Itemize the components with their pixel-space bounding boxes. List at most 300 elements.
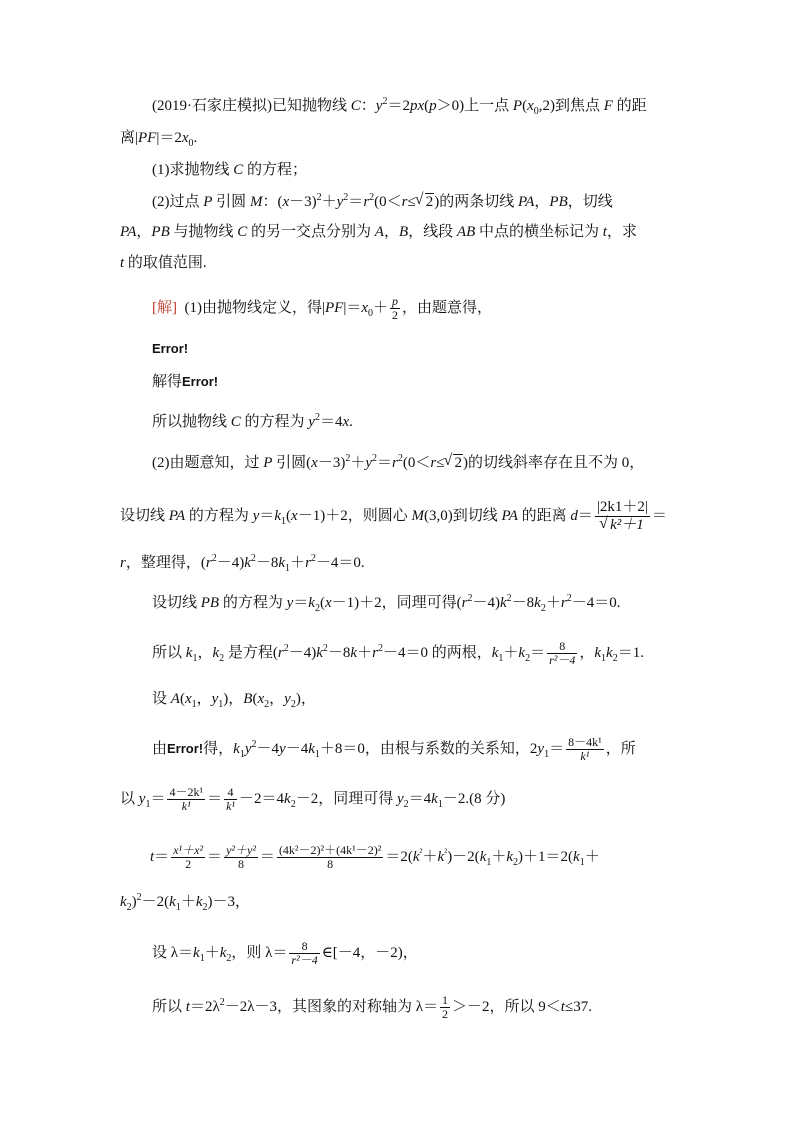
text: k <box>193 944 200 961</box>
text: 的方程为 <box>240 414 309 430</box>
text: ＝4 <box>319 414 343 430</box>
text: －8 <box>327 644 351 661</box>
text: 的距 <box>612 98 647 114</box>
numerator: 8 <box>289 940 319 954</box>
text: B <box>243 691 253 707</box>
text: C <box>230 414 241 430</box>
text: x <box>311 455 318 471</box>
text: ＋ <box>357 644 373 661</box>
text: 中点的横坐标记为 <box>475 224 603 240</box>
problem-part1 <box>152 160 307 180</box>
text: PB <box>200 595 220 611</box>
text: 得， <box>203 740 234 757</box>
text: ＝ <box>150 790 166 807</box>
text: PF <box>325 299 344 316</box>
text: －4 <box>285 740 309 757</box>
text: k²＋1 <box>610 517 644 533</box>
text: ＋ <box>204 944 220 961</box>
text: －1)＋2，同理可得( <box>331 595 462 611</box>
text: ＝4 <box>408 790 432 807</box>
text: F <box>603 98 613 114</box>
text: 2 <box>211 553 217 564</box>
text: 设 λ＝ <box>152 944 194 961</box>
text: 1 <box>192 652 198 664</box>
text: 2 <box>310 553 316 564</box>
text: ( <box>252 691 258 707</box>
text: 2 <box>136 892 142 903</box>
text: ( <box>319 595 325 611</box>
text: 2 <box>525 652 531 664</box>
text: ，切线 <box>567 194 613 210</box>
solution-line-4 <box>152 453 644 473</box>
text: ＞－2，所以 9＜ <box>452 998 561 1015</box>
text: )－2( <box>447 848 480 865</box>
text: k <box>195 894 203 910</box>
text: 2 <box>454 455 462 471</box>
text: 2 <box>250 553 256 564</box>
text: ( <box>286 507 292 524</box>
text: ＋ <box>422 848 438 865</box>
text: 引圆 <box>212 194 250 210</box>
denominator: 8 <box>327 857 334 871</box>
text: 2 <box>403 798 409 810</box>
text: k <box>308 595 315 611</box>
text: 所以 <box>152 644 186 661</box>
text: －2λ－3，其图象的对称轴为 λ＝ <box>224 998 439 1015</box>
text: k <box>594 644 602 661</box>
problem-line-1 <box>152 96 647 116</box>
text: ＝ <box>259 848 275 865</box>
text: 所以 <box>152 998 186 1015</box>
text: x <box>324 595 332 611</box>
numerator: 1 <box>442 993 449 1007</box>
text: y <box>375 98 383 114</box>
text: r <box>205 555 212 571</box>
text: (0＜ <box>374 194 402 210</box>
text: . <box>349 414 353 430</box>
text: 2 <box>377 642 383 654</box>
text: )， <box>223 691 244 707</box>
denominator: r²－4 <box>549 653 576 667</box>
text: k <box>518 644 526 661</box>
text: ： <box>360 98 376 114</box>
text: 2 <box>226 952 232 964</box>
text: 2 <box>290 798 296 810</box>
text: 1 <box>601 652 607 664</box>
solution-line-12 <box>150 844 600 871</box>
text: 2 <box>345 453 351 464</box>
text: －4) <box>216 555 245 571</box>
text: r <box>401 194 408 210</box>
text: 2 <box>566 593 572 604</box>
text: y <box>138 790 146 807</box>
text: k <box>233 740 240 757</box>
numerator: x¹＋x² <box>173 843 204 857</box>
text: 的距离 <box>517 507 571 524</box>
text: . <box>193 130 198 146</box>
text: ， <box>196 691 212 707</box>
text: 2 <box>219 996 225 1008</box>
text: k <box>573 848 580 865</box>
text: PF <box>138 130 157 146</box>
text: 1 <box>218 699 224 710</box>
text: －8 <box>255 555 279 571</box>
text: r <box>372 644 378 661</box>
text: x <box>282 194 290 210</box>
text: y <box>252 507 260 524</box>
text: P <box>203 194 213 210</box>
text: ＝ <box>207 848 223 865</box>
text: ² <box>419 846 423 858</box>
text: ， <box>534 194 550 210</box>
text: －4＝0. <box>571 595 621 611</box>
text: k <box>212 644 220 661</box>
text: ，则 λ＝ <box>231 944 288 961</box>
text: ＋ <box>373 299 389 316</box>
text: ≤ <box>407 194 416 210</box>
text: t <box>560 998 565 1015</box>
text: y <box>211 691 219 707</box>
denominator: k¹ <box>181 799 191 813</box>
text: 2 <box>202 902 208 913</box>
text: 1 <box>239 748 245 760</box>
text: ( <box>522 98 528 114</box>
solution-line-7 <box>152 593 620 613</box>
text: y <box>537 740 545 757</box>
problem-part2-line-2 <box>120 222 637 242</box>
text: ，整理得，( <box>125 555 206 571</box>
text: ∈[－4，－2)， <box>321 944 418 961</box>
text: x <box>342 414 350 430</box>
text: k <box>316 644 323 661</box>
text: ，求 <box>606 224 637 240</box>
solution-line-9 <box>152 689 316 709</box>
text: 2 <box>316 192 322 203</box>
text: 2 <box>467 593 473 604</box>
text: ) <box>131 894 137 910</box>
text: 2 <box>314 412 320 423</box>
text: ＝ <box>207 790 223 807</box>
problem-line-2 <box>120 128 197 148</box>
text: 所以抛物线 <box>152 414 231 430</box>
text: 0 <box>188 138 194 149</box>
text: PB <box>151 224 170 240</box>
text: 由 <box>152 740 168 757</box>
text: 2 <box>283 642 289 654</box>
text: 0 <box>368 307 374 319</box>
fraction <box>224 786 237 813</box>
fraction <box>595 499 650 534</box>
text: C <box>237 224 248 240</box>
text: 引圆( <box>272 455 312 471</box>
text: ，所 <box>605 740 636 757</box>
text: 2 <box>219 652 225 664</box>
text: 以 <box>120 790 139 807</box>
text: －4) <box>288 644 317 661</box>
fraction <box>224 844 258 871</box>
solution-line-6 <box>120 553 365 573</box>
text: 设切线 <box>152 595 201 611</box>
text: 设 <box>152 691 171 707</box>
text: y <box>396 790 404 807</box>
text: 1 <box>145 798 151 810</box>
text: ＝ <box>549 740 565 757</box>
text: －2.(8 分) <box>442 790 506 807</box>
text: k <box>479 848 487 865</box>
text: ， <box>269 691 285 707</box>
text: ＝2( <box>385 848 413 865</box>
text: C <box>233 162 244 178</box>
text: (2)过点 <box>152 194 204 210</box>
text: 2 <box>372 453 378 464</box>
text: t <box>120 255 125 271</box>
problem-part2-line-1 <box>152 192 613 212</box>
solution-line-13 <box>120 892 250 912</box>
numerator: p <box>392 294 399 308</box>
text: 设切线 <box>120 507 169 524</box>
numerator: y²＋y² <box>226 843 256 857</box>
text: －2( <box>141 894 170 910</box>
text: )的两条切线 <box>434 194 518 210</box>
text: (3,0)到切线 <box>423 507 502 524</box>
text: ＋ <box>503 644 519 661</box>
text: ＋ <box>350 455 366 471</box>
text: k <box>506 848 514 865</box>
text: M <box>249 194 263 210</box>
text: 的方程； <box>243 162 308 178</box>
text: ， <box>136 224 152 240</box>
text: y <box>284 691 291 707</box>
text: ＝ <box>259 507 275 524</box>
text: r <box>277 644 284 661</box>
fraction <box>167 786 205 813</box>
text: －4＝0 的两根， <box>382 644 492 661</box>
solution-line-3 <box>152 412 353 432</box>
sqrt <box>416 192 435 212</box>
numerator: 4 <box>224 786 237 800</box>
text: －2＝4 <box>239 790 285 807</box>
text: (2019·石家庄模拟)已知抛物线 <box>152 98 351 114</box>
text: r <box>363 194 370 210</box>
text: AB <box>456 224 476 240</box>
text: A <box>374 224 384 240</box>
text: 1 <box>544 748 550 760</box>
text: PA <box>517 194 535 210</box>
text: (1)求抛物线 <box>152 162 234 178</box>
text: x <box>181 130 189 146</box>
text: ＝ <box>154 848 170 865</box>
text: A <box>170 691 180 707</box>
text: x <box>527 98 534 114</box>
text: ＝2λ <box>189 998 220 1015</box>
text: 2 <box>290 699 296 710</box>
text: t <box>185 998 190 1015</box>
text: ＝2 <box>387 98 410 114</box>
text: y <box>244 740 252 757</box>
text: ＋ <box>545 595 561 611</box>
text: k <box>499 595 507 611</box>
text: ＝ <box>348 194 364 210</box>
text: ＋ <box>180 894 196 910</box>
text: 2 <box>382 96 388 107</box>
denominator: 2 <box>392 308 399 322</box>
text: k <box>120 894 127 910</box>
text: B <box>398 224 409 240</box>
text: ＝ <box>651 507 667 524</box>
text: x <box>257 691 265 707</box>
text: 1 <box>498 652 504 664</box>
text: 2 <box>506 593 512 604</box>
text: k <box>437 848 445 865</box>
text: －2，同理可得 <box>295 790 397 807</box>
numerator: 8 <box>547 640 577 654</box>
text: 2 <box>369 192 375 203</box>
text: y <box>365 455 373 471</box>
error-text-1 <box>152 339 188 359</box>
denominator: 2 <box>185 857 192 871</box>
numerator: 4－2k¹ <box>169 785 204 799</box>
text: C <box>350 98 361 114</box>
text: PA <box>120 224 137 240</box>
text: 1 <box>486 856 492 868</box>
numerator: (4k²－2)²＋(4k¹－2)² <box>278 843 382 857</box>
text: r <box>392 455 398 471</box>
text: )－3， <box>207 894 251 910</box>
text: k <box>431 790 438 807</box>
text: ＋ <box>290 555 306 571</box>
denominator: 8 <box>237 857 244 871</box>
denominator: 2 <box>442 1007 449 1021</box>
text: y <box>286 595 294 611</box>
text: 的方程为 <box>185 507 253 524</box>
text: 1 <box>281 515 287 527</box>
text: (1)由抛物线定义，得| <box>184 299 325 316</box>
text: 1 <box>191 699 197 710</box>
text: )的切线斜率存在且不为 0， <box>462 455 645 471</box>
text: )＋1＝2( <box>518 848 574 865</box>
numerator: 8－4k¹ <box>568 735 602 749</box>
text: PB <box>549 194 568 210</box>
text: |＝2 <box>156 130 182 146</box>
text: 的方程为 <box>219 595 287 611</box>
text: k <box>284 790 291 807</box>
text: 1 <box>579 856 585 868</box>
fraction <box>547 640 577 667</box>
solution-label: [解] <box>152 299 177 316</box>
text: (2)由题意知，过 <box>152 455 264 471</box>
text: ( <box>424 98 430 114</box>
text: PA <box>501 507 518 524</box>
text: 2 <box>540 603 546 614</box>
text: ≤ <box>436 455 445 471</box>
text: 0 <box>533 106 539 117</box>
text: 的取值范围. <box>124 255 207 271</box>
text: ，由题意得， <box>402 299 493 316</box>
numerator: |2k1＋2| <box>596 499 648 515</box>
text: M <box>411 507 424 524</box>
text: p <box>429 98 437 114</box>
text: k <box>219 944 227 961</box>
solution-line-8 <box>152 640 644 667</box>
text: x <box>291 507 298 524</box>
text: r <box>461 595 468 611</box>
text: Error! <box>182 374 219 389</box>
text: 2 <box>397 453 403 464</box>
solution-line-1 <box>152 295 492 322</box>
text: ＋8＝0，由根与系数的关系知，2 <box>319 740 538 757</box>
text: t <box>150 848 155 865</box>
text: 解得 <box>152 374 183 390</box>
text: －3) <box>317 455 346 471</box>
text: ， <box>197 644 213 661</box>
text: Error! <box>167 740 204 756</box>
text: ≤37. <box>564 998 592 1015</box>
text: k <box>274 507 282 524</box>
text: k <box>350 644 358 661</box>
text: ＝ <box>577 507 593 524</box>
text: k <box>244 555 251 571</box>
text: －8 <box>511 595 535 611</box>
fraction <box>390 295 400 322</box>
text: ,2)到焦点 <box>538 98 604 114</box>
text: k <box>169 894 176 910</box>
text: 是方程( <box>224 644 278 661</box>
text: －1)＋2，则圆心 <box>297 507 412 524</box>
solution-line-14 <box>152 940 418 967</box>
fraction <box>440 994 450 1021</box>
denominator: k¹ <box>580 749 590 763</box>
text: y <box>279 740 286 757</box>
text: Error! <box>152 341 189 356</box>
text: 的另一交点分别为 <box>247 224 375 240</box>
denominator: r²－4 <box>291 953 318 967</box>
text: 1 <box>199 952 205 964</box>
sqrt <box>444 453 463 473</box>
text: x <box>361 299 369 316</box>
text: t <box>602 224 607 240</box>
text: ＞0)上一点 <box>436 98 513 114</box>
text: k <box>412 848 420 865</box>
text: r <box>560 595 567 611</box>
text: ，线段 <box>408 224 457 240</box>
text: k <box>534 595 541 611</box>
text: －4＝0. <box>315 555 365 571</box>
text: |＝ <box>343 299 362 316</box>
text: r <box>430 455 437 471</box>
text: ＝ <box>377 455 393 471</box>
text: ＝ <box>530 644 546 661</box>
text: px <box>409 98 425 114</box>
text: 2 <box>314 603 320 614</box>
fraction <box>566 736 604 763</box>
denominator <box>595 517 650 534</box>
text: －3) <box>289 194 317 210</box>
text: (0＜ <box>402 455 431 471</box>
denominator: k¹ <box>226 799 236 813</box>
text: 2 <box>126 902 132 913</box>
text: k <box>185 644 193 661</box>
text: 1 <box>437 798 443 810</box>
text: 2 <box>343 192 349 203</box>
text: 1 <box>285 563 291 574</box>
text: r <box>120 555 126 571</box>
text: 2 <box>513 856 519 868</box>
text: ＝ <box>293 595 309 611</box>
text: ：( <box>262 194 283 210</box>
text: x <box>184 691 192 707</box>
text: 2 <box>612 652 618 664</box>
text: 2 <box>251 738 257 750</box>
